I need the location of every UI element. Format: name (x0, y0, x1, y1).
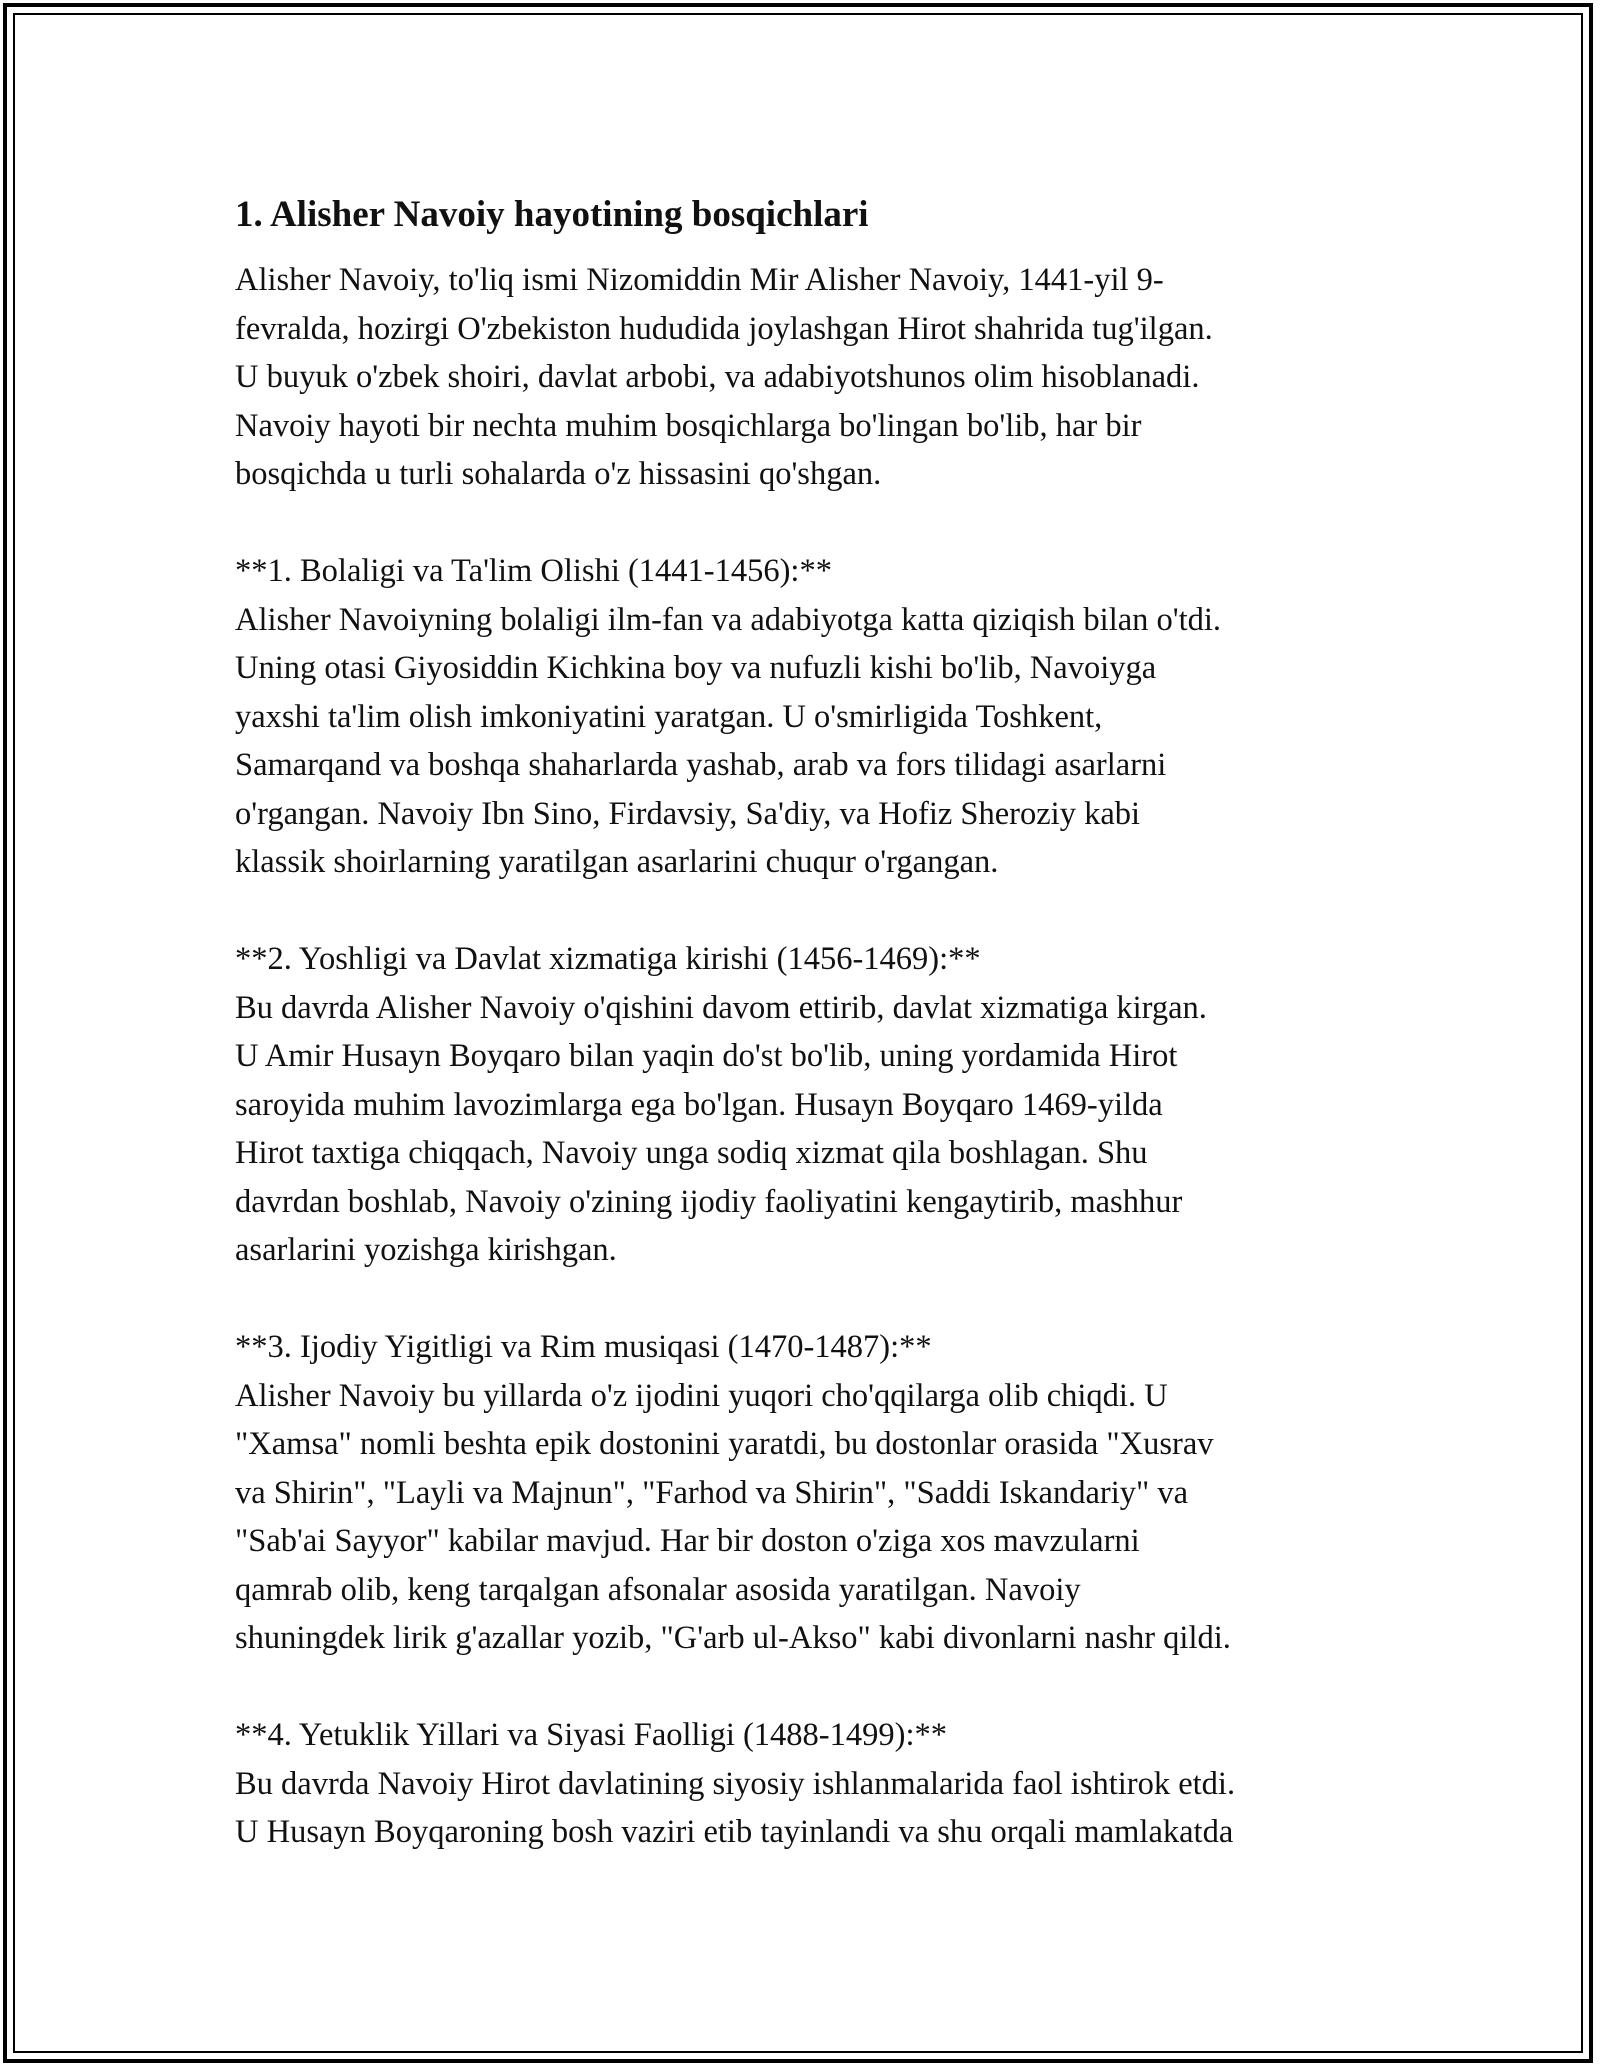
document-body (235, 182, 1385, 1857)
section-creative-years (235, 1323, 1385, 1663)
paragraph-gap (235, 1663, 1385, 1712)
text-line: bosqichda u turli sohalarda o'z hissasini qo'shgan. (235, 456, 882, 492)
intro-paragraph (235, 256, 1385, 499)
paragraph-gap (235, 1275, 1385, 1324)
section-maturity (235, 1711, 1385, 1857)
text-line: asarlarini yozishga kirishgan. (235, 1232, 617, 1268)
text-line: Alisher Navoiy, to'liq ismi Nizomiddin Mir Alisher Navoiy, 1441-yil 9- (235, 262, 1164, 298)
paragraph-gap (235, 887, 1385, 936)
text-line: o'rgangan. Navoiy Ibn Sino, Firdavsiy, Sa'diy, va Hofiz Sheroziy kabi (235, 795, 1141, 832)
section-youth (235, 935, 1385, 1275)
section-childhood (235, 547, 1385, 887)
text-line: yaxshi ta'lim olish imkoniyatini yaratgan. U o'smirligida Toshkent, (235, 698, 1103, 735)
text-line: fevralda, hozirgi O'zbekiston hududida joylashgan Hirot shahrida tug'ilgan. (235, 310, 1213, 347)
section-title: **1. Bolaligi va Ta'lim Olishi (1441-1456):** (235, 553, 832, 589)
text-line: U Amir Husayn Boyqaro bilan yaqin do'st bo'lib, uning yordamida Hirot (235, 1038, 1178, 1074)
section-title: **2. Yoshligi va Davlat xizmatiga kirishi (1456-1469):** (235, 941, 981, 977)
text-line: Navoiy hayoti bir nechta muhim bosqichlarga bo'lingan bo'lib, har bir (235, 407, 1142, 444)
text-line: saroyida muhim lavozimlarga ega bo'lgan. Husayn Boyqaro 1469-yilda (235, 1086, 1163, 1123)
text-line: Bu davrda Navoiy Hirot davlatining siyosiy ishlanmalarida faol ishtirok etdi. (235, 1765, 1236, 1802)
text-line: Bu davrda Alisher Navoiy o'qishini davom ettirib, davlat xizmatiga kirgan. (235, 989, 1207, 1026)
text-line: Alisher Navoiy bu yillarda o'z ijodini yuqori cho'qqilarga olib chiqdi. U (235, 1377, 1168, 1414)
page-title: 1. Alisher Navoiy hayotining bosqichlari (235, 194, 869, 235)
text-line: Alisher Navoiyning bolaligi ilm-fan va adabiyotga katta qiziqish bilan o'tdi. (235, 601, 1222, 638)
text-line: "Sab'ai Sayyor" kabilar mavjud. Har bir doston o'ziga xos mavzularni (235, 1523, 1140, 1559)
text-line: va Shirin", "Layli va Majnun", "Farhod va Shirin", "Saddi Iskandariy" va (235, 1474, 1189, 1511)
text-line: U Husayn Boyqaroning bosh vaziri etib tayinlandi va shu orqali mamlakatda (235, 1814, 1234, 1850)
text-line: "Xamsa" nomli beshta epik dostonini yaratdi, bu dostonlar orasida "Xusrav (235, 1426, 1214, 1462)
text-line: U buyuk o'zbek shoiri, davlat arbobi, va adabiyotshunos olim hisoblanadi. (235, 359, 1200, 395)
paragraph-gap (235, 499, 1385, 548)
text-line: klassik shoirlarning yaratilgan asarlarini chuqur o'rgangan. (235, 844, 999, 880)
text-line: Hirot taxtiga chiqqach, Navoiy unga sodiq xizmat qila boshlagan. Shu (235, 1135, 1148, 1171)
section-title: **3. Ijodiy Yigitligi va Rim musiqasi (1470-1487):** (235, 1329, 932, 1365)
text-line: Uning otasi Giyosiddin Kichkina boy va nufuzli kishi bo'lib, Navoiyga (235, 650, 1157, 686)
text-line: qamrab olib, keng tarqalgan afsonalar asosida yaratilgan. Navoiy (235, 1571, 1081, 1608)
text-line: davrdan boshlab, Navoiy o'zining ijodiy faoliyatini kengaytirib, mashhur (235, 1183, 1183, 1220)
text-line: Samarqand va boshqa shaharlarda yashab, arab va fors tilidagi asarlarni (235, 747, 1167, 783)
text-line: shuningdek lirik g'azallar yozib, "G'arb ul-Akso" kabi divonlarni nashr qildi. (235, 1620, 1231, 1656)
section-title: **4. Yetuklik Yillari va Siyasi Faolligi (1488-1499):** (235, 1717, 947, 1753)
